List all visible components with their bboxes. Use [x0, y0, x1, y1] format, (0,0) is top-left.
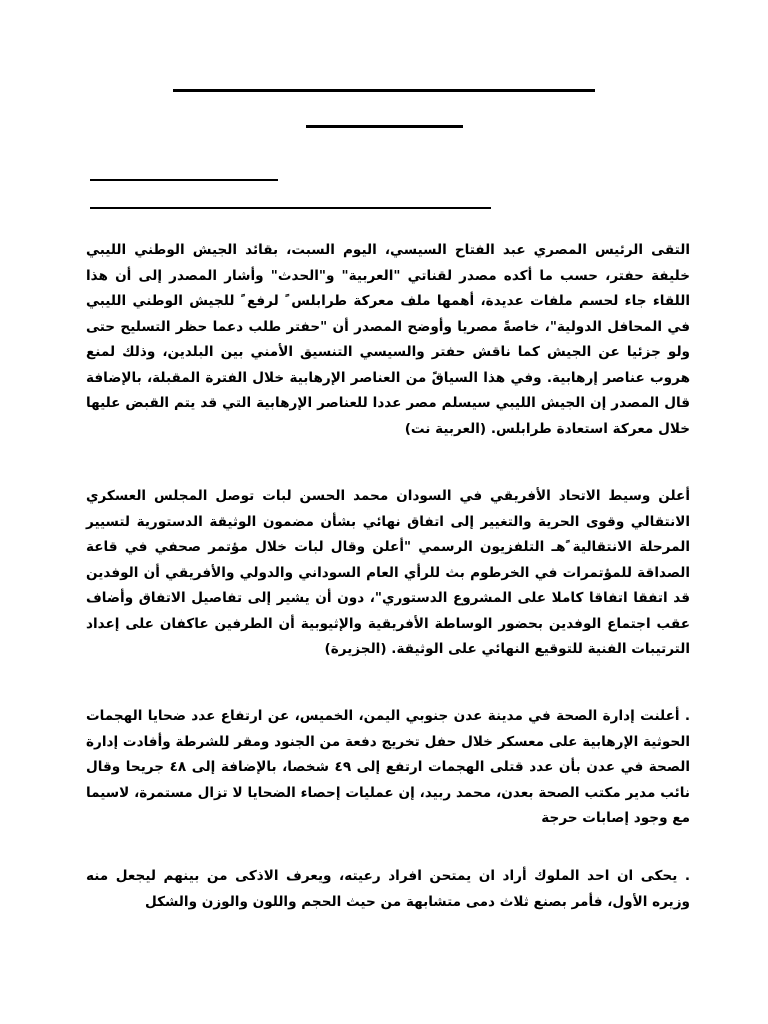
- subtitle-placeholder-line: [306, 125, 463, 128]
- paragraph-king-story: . يحكى ان احد الملوك أراد ان يمتحن افراد رعيته، ويعرف الاذكى من بينهم ليجعل منه وزيره الأول، فأمر بصنع ثلاث دمى متشابهة من حيث الحجم واللون والوزن والشكل: [86, 868, 690, 910]
- short-blank-line: [90, 179, 278, 181]
- title-placeholder-line: [173, 89, 595, 92]
- long-blank-line: [90, 207, 491, 209]
- paragraph-sisi-haftar-meeting: التقى الرئيس المصري عبد الفتاح السيسي، اليوم السبت، بقائد الجيش الوطني الليبي خليفة حفتر، حسب ما أكده مصدر لقناتي "العربية" و"الحدث" وأشار المصدر إلى أن هذا اللقاء جاء لحسم ملفات عديدة، أهمها ملف معركة طرابلس ً لرفع ً للجيش الوطني الليبي في المحافل الدولية"، خاصةً مصريا وأوضح المصدر أن "حفتر طلب دعما حظر التسليح حتى ولو جزئيا عن الجيش كما ناقش حفتر والسيسي التنسيق الأمني بين البلدين، وذلك لمنع هروب عناصر إرهابية. وفي هذا السياقً من العناصر الإرهابية خلال الفترة المقبلة، بالإضافة قال المصدر إن الجيش الليبي سيسلم مصر عددا للعناصر الإرهابية التي قد يتم القبض عليها خلال معركة استعادة طرابلس. (العربية نت): [86, 242, 690, 437]
- paragraph-sudan-constitutional-deal: أعلن وسيط الاتحاد الأفريقي في السودان محمد الحسن لبات توصل المجلس العسكري الانتقالي وقوى الحرية والتغيير إلى اتفاق نهائي بشأن مضمون الوثيقة الدستورية لتسيير المرحلة الانتقالية ًهـ التلفزيون الرسمي "أعلن وقال لبات خلال مؤتمر صحفي في قاعة الصداقة للمؤتمرات في الخرطوم بث للرأي العام السوداني والدولي والأفريقي أن الوفدين قد اتفقا اتفاقا كاملا على المشروع الدستوري"، دون أن يشير إلى تفاصيل الاتفاق وأضاف عقب اجتماع الوفدين بحضور الوساطة الأفريقية والإثيوبية أن الطرفين عاكفان على إعداد الترتيبات الفنية للتوقيع النهائي على الوثيقة. (الجزيرة): [86, 488, 690, 657]
- paragraph-aden-attack-casualties: . أعلنت إدارة الصحة في مدينة عدن جنوبي اليمن، الخميس، عن ارتفاع عدد ضحايا الهجمات الحوثية الإرهابية على معسكر خلال حفل تخريج دفعة من الجنود ومقر للشرطة وأفادت إدارة الصحة في عدن بأن عدد قتلى الهجمات ارتفع إلى ٤٩ شخصا، بالإضافة إلى ٤٨ جريحا وقال نائب مدير مكتب الصحة بعدن، محمد ربيد، إن عمليات إحصاء الضحايا لا تزال مستمرة، لاسيما مع وجود إصابات حرجة: [86, 708, 690, 826]
